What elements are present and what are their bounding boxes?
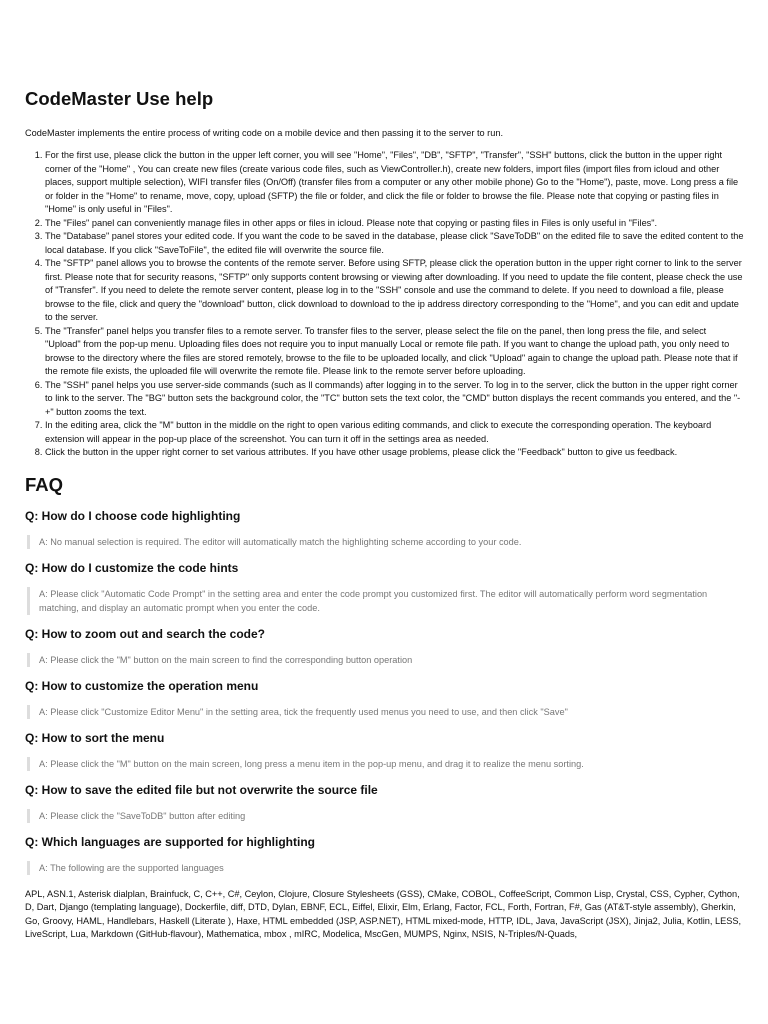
faq-item	[25, 679, 744, 719]
usage-step: 6. The "SSH" panel helps you use server-side commands (such as ll commands) after logging in to the server. To log in to the server, click the button in the upper right corner to link to the server. The "BG" button sets the background color, the "TC" button sets the text color, the "CMD" button displays the recent commands you entered, and the "- +" button zooms the text.	[45, 379, 744, 420]
faq-answer: A: Please click the "SaveToDB" button after editing	[27, 809, 744, 823]
usage-step: 4. The "SFTP" panel allows you to browse the contents of the remote server. Before using SFTP, please click the operation button in the upper right corner to link to the server first. Please note that for security reasons, "SFTP" only supports content browsing or viewing after downloading. If you need to update the file content, please check the use of "Transfer". If you need to delete the remote server content, please log in to the "SSH" console and use the command to delete. If you need to download a file, please browse to the file, click and query the "download" button, click download to download to the ip address directory corresponding to the "Home", and you can edit and update to the server.	[45, 257, 744, 325]
usage-step: 2. The "Files" panel can conveniently manage files in other apps or files in icloud. Please note that copying or pasting files in Files is only useful in "Files".	[45, 217, 744, 231]
faq-item	[25, 561, 744, 615]
faq-question: Q: How to sort the menu	[25, 730, 165, 745]
faq-item	[25, 627, 744, 667]
faq-question: Q: How do I choose code highlighting	[25, 508, 241, 523]
faq-answer: A: Please click the "M" button on the main screen, long press a menu item in the pop-up menu, and drag it to realize the menu sorting.	[27, 757, 744, 771]
faq-item	[25, 509, 744, 549]
usage-step: 3. The "Database" panel stores your edited code. If you want the code to be saved in the database, please click "SaveToDB" on the edited file to save the edited content to the local database. If you click "SaveToFile", the edited file will overwrite the source file.	[45, 230, 744, 257]
usage-steps-list	[25, 149, 744, 460]
faq-answer: A: The following are the supported languages	[27, 861, 744, 875]
faq-question: Q: Which languages are supported for highlighting	[25, 834, 315, 849]
faq-item	[25, 835, 744, 875]
intro-text: CodeMaster implements the entire process of writing code on a mobile device and then passing it to the server to run.	[25, 128, 504, 138]
usage-step: 1. For the first use, please click the button in the upper left corner, you will see "Home", "Files", "DB", "SFTP", "Transfer", "SSH" buttons, click the button in the upper right corner of the "Home" , You can create new files (create various code files, such as ViewController.h), create new folders, import files (import files from icloud and other places, support multiple selection), WIFI transfer files (On/Off) (transfer files from a computer or any other mobile phone) Go to the "Home"), paste, move. Long press a file or folder in the "Home" to rename, move, copy, upload (SFTP) the file or folder, and click the file or folder to browse the file. Please note that copying or pasting files in "Home" is only useful in "Files".	[45, 149, 744, 217]
usage-step: 7. In the editing area, click the "M" button in the middle on the right to open various editing commands, and click to execute the corresponding operation. The keyboard extension will appear in the pop-up place of the screenshot. You can turn it off in the settings area as needed.	[45, 419, 744, 446]
faq-answer: A: Please click "Customize Editor Menu" in the setting area, tick the frequently used menus you need to use, and then click "Save"	[27, 705, 744, 719]
supported-languages-list: APL, ASN.1, Asterisk dialplan, Brainfuck, C, C++, C#, Ceylon, Clojure, Closure Stylesheets (GSS), CMake, COBOL, CoffeeScript, Common Lisp, Crystal, CSS, Cypher, Cython, D, Dart, Django (templating language), Dockerfile, diff, DTD, Dylan, EBNF, ECL, Eiffel, Elixir, Elm, Erlang, Factor, FCL, Forth, Fortran, F#, Gas (AT&T-style assembly), Gherkin, Go, Groovy, HAML, Handlebars, Haskell (Literate ), Haxe, HTML embedded (JSP, ASP.NET), HTML mixed-mode, HTTP, IDL, Java, JavaScript (JSX), Jinja2, Julia, Kotlin, LESS, LiveScript, Lua, Markdown (GitHub-flavour), Mathematica, mbox , mIRC, Modelica, MscGen, MUMPS, Nginx, NSIS, N-Triples/N-Quads,	[25, 888, 742, 939]
usage-step: 5. The "Transfer" panel helps you transfer files to a remote server. To transfer files to the server, please select the file on the panel, then long press the file, and select "Upload" from the pop-up menu. Uploading files does not require you to input manually Local or remote file path. If you want to change the upload path, you only need to browse to the directory where the files are stored remotely, browse to the file to be uploaded locally, and click "Upload" again to change the upload path. Please note that if the remote file exists, the uploaded file will overwrite the remote file. Please link to the remote server before uploading.	[45, 325, 744, 379]
page-title: CodeMaster Use help	[25, 88, 214, 109]
faq-answer: A: No manual selection is required. The editor will automatically match the highlighting scheme according to your code.	[27, 535, 744, 549]
usage-step: 8. Click the button in the upper right corner to set various attributes. If you have other usage problems, please click the "Feedback" button to give us feedback.	[45, 446, 744, 460]
faq-question: Q: How to save the edited file but not overwrite the source file	[25, 782, 378, 797]
faq-item	[25, 783, 744, 823]
faq-answer: A: Please click the "M" button on the main screen to find the corresponding button operation	[27, 653, 744, 667]
faq-question: Q: How do I customize the code hints	[25, 560, 239, 575]
faq-question: Q: How to customize the operation menu	[25, 678, 259, 693]
faq-item	[25, 731, 744, 771]
faq-question: Q: How to zoom out and search the code?	[25, 626, 266, 641]
faq-answer: A: Please click "Automatic Code Prompt" in the setting area and enter the code prompt you customized first. The editor will automatically perform word segmentation matching, and display an automatic prompt when you enter the code.	[27, 587, 744, 615]
faq-heading: FAQ	[25, 473, 64, 495]
